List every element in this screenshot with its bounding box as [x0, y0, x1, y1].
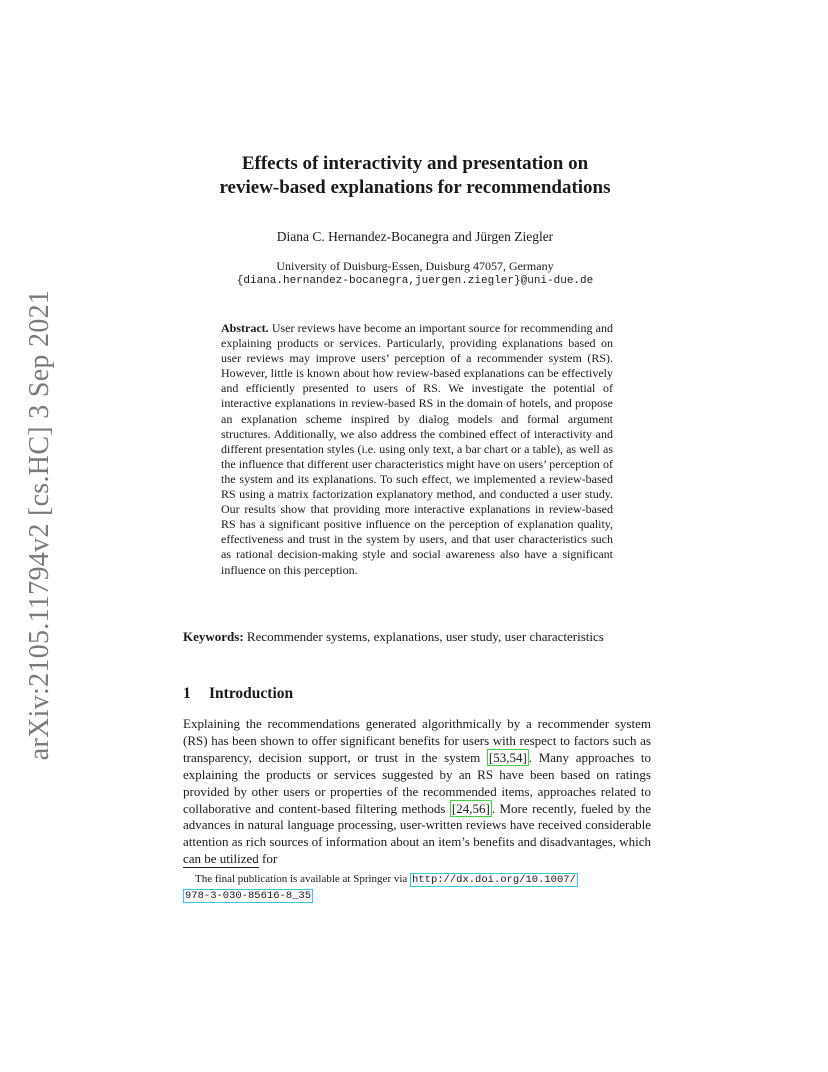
- paper-title: [150, 152, 680, 200]
- intro-text-c: . More recently, fueled by the advances in natural language processing, user-written reviews have received considerable attention as rich sources of information about an item’s benefits and disadvantages, which can be utilized for: [183, 800, 651, 867]
- keywords-label: Keywords:: [183, 629, 244, 644]
- affiliation: [150, 259, 680, 289]
- citation-link[interactable]: [24,56]: [451, 800, 490, 816]
- introduction-paragraph: [183, 716, 651, 868]
- abstract-label: Abstract.: [221, 321, 269, 335]
- footnote-rule: [183, 867, 259, 868]
- doi-link-continued[interactable]: 978-3-030-85616-8_35: [185, 890, 312, 902]
- citation-link[interactable]: [53,54]: [488, 749, 527, 765]
- section-heading: [183, 685, 651, 703]
- title-line-1: Effects of interactivity and presentation on: [241, 153, 589, 174]
- title-line-2: review-based explanations for recommendations: [219, 177, 611, 198]
- section-title: Introduction: [209, 685, 294, 702]
- intro-text-a: Explaining the recommendations generated algorithmically by a recommender system (RS) has been shown to offer significant benefits for users with respect to factors such as transparency, decision support, or trust in the system: [183, 716, 651, 765]
- footnote-text: The final publication is available at Springer via: [195, 873, 411, 885]
- arxiv-identifier: arXiv:2105.11794v2 [cs.HC] 3 Sep 2021: [24, 289, 55, 761]
- institution: University of Duisburg-Essen, Duisburg 47057, Germany: [276, 259, 554, 273]
- doi-link[interactable]: http://dx.doi.org/10.1007/: [412, 874, 576, 886]
- author-emails: {diana.hernandez-bocanegra,juergen.ziegler}@uni-due.de: [236, 275, 594, 287]
- keywords-text: Recommender systems, explanations, user study, user characteristics: [246, 629, 604, 644]
- intro-text-b: . Many approaches to explaining the products or services suggested by an RS have been based on ratings provided by other users or properties of the recommended items, approaches related to collaborative and content-based filtering methods: [183, 749, 651, 816]
- arxiv-sidebar: [16, 290, 64, 760]
- footnote: [183, 872, 651, 904]
- abstract: [221, 321, 613, 578]
- keywords: [183, 629, 651, 646]
- section-number: 1: [183, 685, 191, 702]
- abstract-text: User reviews have become an important source for recommending and explaining products or services. Particularly, providing explanations based on user reviews may improve users’ perception of a recommender system (RS). However, little is known about how review-based explanations can be effectively and efficiently presented to users of RS. We investigate the potential of interactive explanations in review-based RS in the domain of hotels, and propose an explanation scheme inspired by dialog models and formal argument structures. Additionally, we also address the combined effect of interactivity and different presentation styles (i.e. using only text, a bar chart or a table), as well as the influence that different user characteristics might have on users’ perception of the system and its explanations. To such effect, we implemented a review-based RS using a matrix factorization explanatory method, and conducted a user study. Our results show that providing more interactive explanations in review-based RS has a significant positive influence on the perception of explanation quality, effectiveness and trust in the system by users, and that user characteristics such as rational decision-making style and social awareness also have a significant influence on this perception.: [221, 321, 613, 577]
- author-list: Diana C. Hernandez-Bocanegra and Jürgen Ziegler: [276, 229, 554, 244]
